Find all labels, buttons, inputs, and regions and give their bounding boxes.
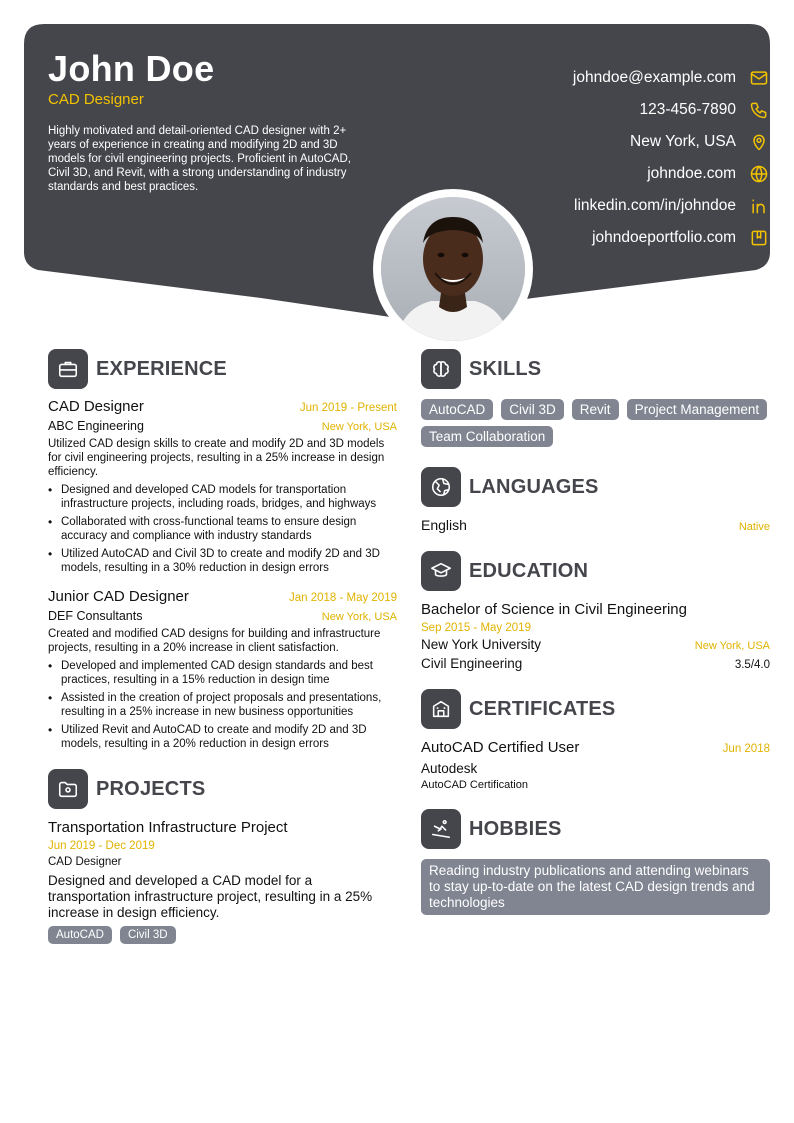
job-bullet: • Utilized AutoCAD and Civil 3D to create and modify 2D and 3D models, resulting in a 30% reduction in design errors <box>48 547 397 575</box>
project-tag: Civil 3D <box>120 926 176 944</box>
left-column <box>48 349 397 944</box>
contact-website-text[interactable]: johndoe.com <box>647 165 736 182</box>
certificate-issuer: Autodesk <box>421 761 478 776</box>
skills-tags <box>421 399 770 447</box>
brain-icon <box>421 349 461 389</box>
certificates-header <box>421 689 770 729</box>
language-item <box>421 517 770 533</box>
globe-icon <box>748 163 770 185</box>
certificate-detail: AutoCAD Certification <box>421 779 528 791</box>
skills-header <box>421 349 770 389</box>
education-title: EDUCATION <box>469 559 589 582</box>
education-header <box>421 551 770 591</box>
job-description: Created and modified CAD designs for building and infrastructure projects, resulting in a 20% increase in client satisfaction. <box>48 628 381 654</box>
right-column <box>421 349 770 915</box>
job-bullet: • Assisted in the creation of project proposals and presentations, resulting in a 25% increase in new business opportunities <box>48 691 397 719</box>
skill-tag: Revit <box>572 399 619 420</box>
job-date: Jun 2019 - Present <box>299 402 397 414</box>
experience-header <box>48 349 397 389</box>
language-globe-icon <box>421 467 461 507</box>
location-pin-icon <box>748 131 770 153</box>
contact-email-text[interactable]: johndoe@example.com <box>572 69 736 86</box>
job-bullet: • Developed and implemented CAD design standards and best practices, resulting in a 15% reduction in design time <box>48 659 397 687</box>
project-role: CAD Designer <box>48 856 122 868</box>
contact-phone[interactable] <box>390 94 770 126</box>
project-tags <box>48 926 397 944</box>
education-field: Civil Engineering <box>421 656 523 671</box>
contact-phone-text[interactable]: 123-456-7890 <box>639 101 736 118</box>
language-level: Native <box>738 521 770 533</box>
hobbies-header <box>421 809 770 849</box>
job-bullet: • Designed and developed CAD models for transportation infrastructure projects, including roads, bridges, and highways <box>48 483 397 511</box>
contact-portfolio-text[interactable]: johndoeportfolio.com <box>592 229 736 246</box>
projects-section <box>48 769 397 944</box>
job-bullets <box>48 483 397 575</box>
contact-linkedin-text[interactable]: linkedin.com/in/johndoe <box>574 197 736 214</box>
profile-summary: Highly motivated and detail-oriented CAD designer with 2+ years of experience in creating and modifying 2D and 3D models for civil engineering projects. Proficient in AutoCAD, Civil 3D, and Revit, with a strong understanding of industry standards and best practices. <box>48 125 351 193</box>
job-title: CAD Designer <box>48 398 144 415</box>
education-location: New York, USA <box>694 640 770 652</box>
project-description: Designed and developed a CAD model for a transportation infrastructure project, resulting in a 25% increase in design efficiency. <box>48 873 373 920</box>
project-date: Jun 2019 - Dec 2019 <box>48 840 155 852</box>
profile-photo-frame <box>373 189 533 349</box>
briefcase-icon <box>48 349 88 389</box>
projects-title: PROJECTS <box>96 777 206 800</box>
skill-tag: Civil 3D <box>501 399 564 420</box>
job-company: DEF Consultants <box>48 609 143 623</box>
skill-tag: AutoCAD <box>421 399 493 420</box>
projects-header <box>48 769 397 809</box>
job-date: Jan 2018 - May 2019 <box>288 592 397 604</box>
job-title: Junior CAD Designer <box>48 588 189 605</box>
skills-section <box>421 349 770 447</box>
profile-photo <box>381 197 525 341</box>
languages-title: LANGUAGES <box>469 475 599 498</box>
job-bullet: • Collaborated with cross-functional teams to ensure design accuracy and compliance with industry standards <box>48 515 397 543</box>
job-location: New York, USA <box>321 611 397 623</box>
mail-icon <box>748 67 770 89</box>
candidate-name: John Doe <box>48 48 215 89</box>
contact-location-text: New York, USA <box>630 133 736 150</box>
candidate-role: CAD Designer <box>48 91 144 108</box>
contact-website[interactable] <box>390 158 770 190</box>
languages-section <box>421 467 770 533</box>
linkedin-icon <box>748 195 770 217</box>
hobbies-title: HOBBIES <box>469 817 562 840</box>
job-bullets <box>48 659 397 751</box>
phone-icon <box>748 99 770 121</box>
folder-icon <box>48 769 88 809</box>
certificate-name: AutoCAD Certified User <box>421 739 580 756</box>
skills-title: SKILLS <box>469 357 542 380</box>
education-date: Sep 2015 - May 2019 <box>421 622 531 634</box>
project-tag: AutoCAD <box>48 926 112 944</box>
hobby-item: Reading industry publications and attending webinars to stay up-to-date on the latest CAD design trends and technologies <box>421 859 770 915</box>
education-section <box>421 551 770 671</box>
project-name: Transportation Infrastructure Project <box>48 819 288 836</box>
certificates-title: CERTIFICATES <box>469 697 616 720</box>
education-degree: Bachelor of Science in Civil Engineering <box>421 601 687 618</box>
languages-header <box>421 467 770 507</box>
contact-location <box>390 126 770 158</box>
job-company: ABC Engineering <box>48 419 144 433</box>
graduation-cap-icon <box>421 551 461 591</box>
certificates-section <box>421 689 770 791</box>
job-location: New York, USA <box>321 421 397 433</box>
hobbies-section <box>421 809 770 915</box>
bookmark-icon <box>748 227 770 249</box>
skill-tag: Project Management <box>627 399 768 420</box>
language-name: English <box>421 517 467 533</box>
certificate-date: Jun 2018 <box>722 743 770 755</box>
skiing-icon <box>421 809 461 849</box>
building-icon <box>421 689 461 729</box>
job-bullet: • Utilized Revit and AutoCAD to create and modify 2D and 3D models, resulting in a 20% reduction in design errors <box>48 723 397 751</box>
job-description: Utilized CAD design skills to create and modify 2D and 3D models for civil engineering projects, resulting in a 25% increase in design efficiency. <box>48 438 385 478</box>
project-item <box>48 819 397 944</box>
skill-tag: Team Collaboration <box>421 426 553 447</box>
experience-item <box>48 588 397 751</box>
education-school: New York University <box>421 637 542 652</box>
experience-item <box>48 398 397 575</box>
education-gpa: 3.5/4.0 <box>734 659 770 671</box>
experience-section <box>48 349 397 751</box>
experience-title: EXPERIENCE <box>96 357 227 380</box>
contact-email[interactable] <box>390 62 770 94</box>
